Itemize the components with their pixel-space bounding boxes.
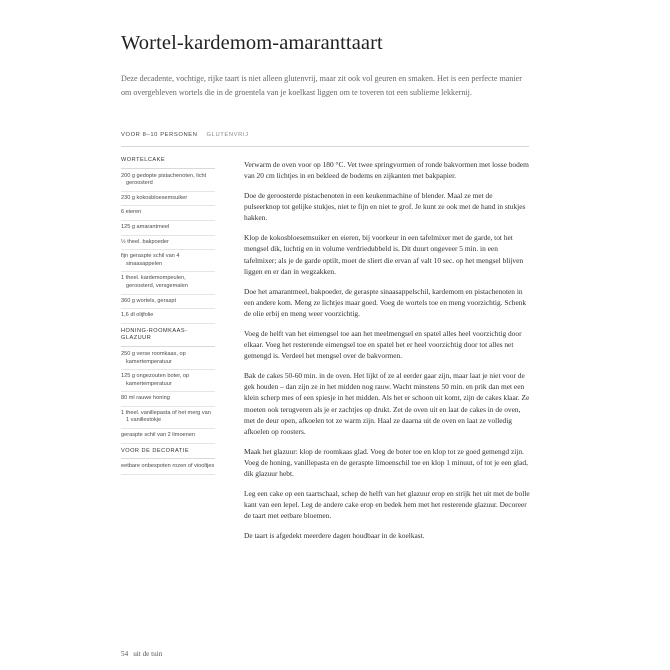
recipe-meta xyxy=(121,132,249,138)
method-column xyxy=(244,159,530,550)
ingredient-item: 125 g amarantmeel xyxy=(121,223,215,236)
ingredient-item: 1 theel. vanillepasta of het merg van 1 vanillestokje xyxy=(121,409,215,429)
recipe-intro xyxy=(121,72,529,100)
method-step: Leg een cake op een taartschaal, schep de helft van het glazuur erop en strijk het uit met de bolle kant van een lepel. Leg de andere cake erop en bedek hem met het resterende glazuur. Decoreer de taart met eetbare bloemen. xyxy=(244,489,530,521)
method-step: Voeg de helft van het eimengsel toe aan het meelmengsel en spatel alles heel voorzichtig door elkaar. Voeg het resterende eimengsel toe en spatel het er heel voorzichtig door tot alles net gemengd is. Verdeel het mengsel over de bakvormen. xyxy=(244,328,522,361)
ingredient-item: ½ theel. bakpoeder xyxy=(121,238,215,251)
ingredient-item: 250 g verse roomkaas, op kamertemperatuur xyxy=(121,350,215,370)
diet-tag: GLUTENVRIJ xyxy=(206,132,249,138)
ingredient-item: 200 g gedopte pistachenoten, licht geroosterd xyxy=(121,172,215,192)
method-step: Verwarm de oven voor op 180 °C. Vet twee springvormen of ronde bakvormen met losse bodem van 20 cm lichtjes in en bekleed de bodems en zijkanten met bakpapier. xyxy=(244,160,529,181)
ingredient-item: fijn geraspte schil van 4 sinaasappelen xyxy=(121,252,215,272)
servings-label: VOOR 8–10 PERSONEN xyxy=(121,132,198,138)
page-number: 54 xyxy=(121,650,129,658)
ingredient-item: 6 eieren xyxy=(121,208,215,221)
ingredient-item: 1,6 dl olijfolie xyxy=(121,311,215,324)
method-step: Doe de geroosterde pistachenoten in een keukenmachine of blender. Maal ze met de pulseerknop tot gelijke stukjes, niet te fijn en niet te grof. Je kunt ze ook met de hand in stukjes hakken. xyxy=(244,191,526,223)
ingredient-group-glaze xyxy=(121,328,215,444)
ingredient-item: geraspte schil van 2 limoenen xyxy=(121,431,215,444)
method-step: De taart is afgedekt meerdere dagen houdbaar in de koelkast. xyxy=(244,531,425,541)
recipe-title: Wortel-kardemom-amaranttaart xyxy=(121,32,383,54)
method-step: Bak de cakes 50-60 min. in de oven. Het lijkt of ze al eerder gaar zijn, maar laat je niet voor de gek houden – dan zijn ze in het midden nog rauw. Wacht minstens 50 min. en prik dan met een klein scherp mes of een spiesje in het midden. Als het er schoon uit komt, zijn de cakes klaar. Ze moeten ook terugveren als je er zachtjes op drukt. Zet de oven uit en laat de cakes in de oven, met de deur open, afkoelen tot ze warm zijn. Haal ze daarna uit de oven en laat ze volledig afkoelen op roosters. xyxy=(244,371,530,437)
ingredients-column xyxy=(121,157,215,479)
section-name: uit de tuin xyxy=(133,650,163,658)
ingredient-item: eetbare onbespoten rozen of viooltjes xyxy=(121,462,215,475)
intro-text: Deze decadente, vochtige, rijke taart is niet alleen glutenvrij, maar zit ook vol geuren en smaken. Het is een perfecte manier om overgebleven wortels die in de groentela van je koelkast liggen om te toveren tot een sublieme lekkernij. xyxy=(121,74,522,98)
ingredient-group-heading: WORTELCAKE xyxy=(121,157,215,169)
ingredient-group-cake xyxy=(121,157,215,324)
ingredient-item: 1 theel. kardemompeulen, geroosterd, versgemalen xyxy=(121,274,215,294)
ingredient-group-heading: HONING-ROOMKAAS-GLAZUUR xyxy=(121,328,215,347)
method-step: Klop de kokosbloesemsuiker en eieren, bij voorkeur in een tafelmixer met de garde, tot het mengsel dik, luchtig en in volume verdriedubbeld is. Dit duurt ongeveer 5 min. in een tafelmixer; als je de garde optilt, moet de sliert die ervan af valt 10 sec. op het mengsel blijven liggen en er dan in wegzakken. xyxy=(244,233,524,276)
ingredient-group-heading: VOOR DE DECORATIE xyxy=(121,448,215,460)
ingredient-item: 360 g wortels, geraspt xyxy=(121,297,215,310)
page-footer xyxy=(121,650,162,658)
method-step: Doe het amarantmeel, bakpoeder, de geraspte sinaasappelschil, kardemom en pistachenoten in een andere kom. Meng ze lichtjes maar goed. Voeg de wortels toe en meng voorzichtig. Schenk de olie erbij en meng weer voorzichtig. xyxy=(244,286,527,319)
meta-divider xyxy=(121,146,529,147)
ingredient-item: 80 ml rauwe honing xyxy=(121,394,215,407)
method-step: Maak het glazuur: klop de roomkaas glad. Voeg de boter toe en klop tot ze goed gemengd zijn. Voeg de honing, vanillepasta en de geraspte limoenschil toe en klop 1 minuut, of tot je een glad, dik glazuur hebt. xyxy=(244,446,528,479)
ingredient-item: 230 g kokosbloesemsuiker xyxy=(121,194,215,207)
ingredient-group-decoration xyxy=(121,448,215,475)
ingredient-item: 125 g ongezouten boter, op kamertemperatuur xyxy=(121,372,215,392)
